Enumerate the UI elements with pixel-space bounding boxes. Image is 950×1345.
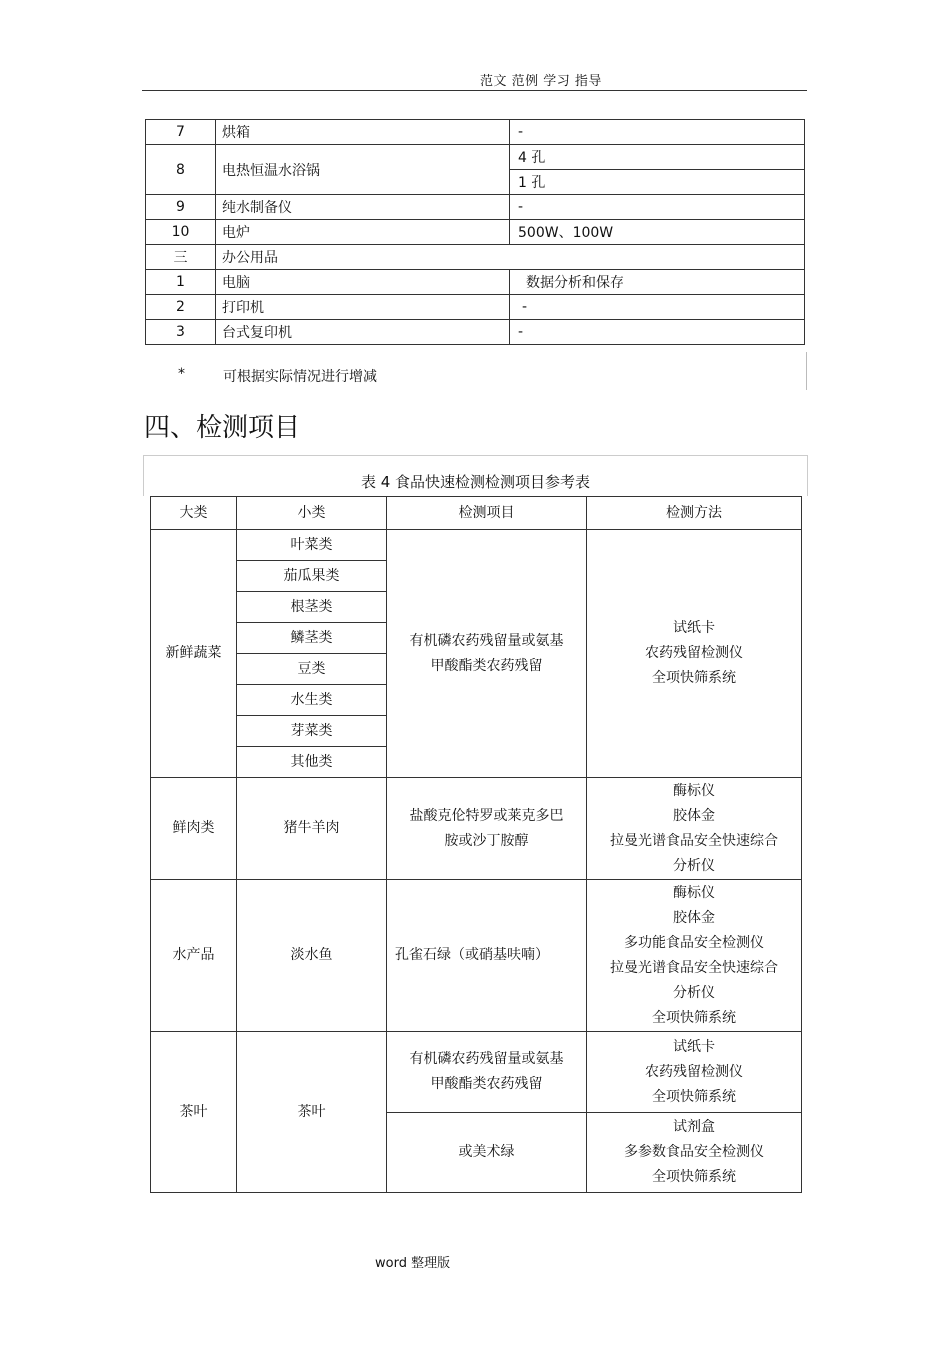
column-header: 检测方法 (587, 497, 802, 530)
equipment-spec: 数据分析和保存 (510, 270, 805, 295)
table-row (151, 530, 802, 561)
table-row (146, 270, 805, 295)
row-number: 10 (146, 220, 216, 245)
table-row (146, 195, 805, 220)
page-footer: word 整理版 (375, 1256, 451, 1271)
detection-table (150, 496, 802, 1193)
equipment-spec: 1 孔 (510, 170, 805, 195)
table-row (151, 880, 802, 1032)
equipment-name: 电脑 (216, 270, 510, 295)
note-divider (806, 352, 807, 390)
category-cell: 茶叶 (151, 1032, 237, 1193)
subcategory-cell: 其他类 (237, 747, 387, 778)
test-method-line: 胶体金 (673, 807, 715, 824)
group-name: 办公用品 (216, 245, 805, 270)
test-method-line: 全项快筛系统 (652, 1169, 736, 1185)
test-method-line: 胶体金 (673, 909, 715, 926)
test-item-cell (387, 778, 587, 880)
test-method-line: 多功能食品安全检测仪 (624, 934, 764, 951)
equipment-name: 打印机 (216, 295, 510, 320)
test-method-line: 全项快筛系统 (652, 1009, 736, 1026)
test-item-cell: 或美术绿 (387, 1113, 587, 1193)
test-method-line: 农药残留检测仪 (645, 1063, 743, 1080)
row-number: 2 (146, 295, 216, 320)
test-method-line: 试纸卡 (673, 620, 715, 636)
subcategory-cell: 淡水鱼 (237, 880, 387, 1032)
test-item-cell: 孔雀石绿（或硝基呋喃） (387, 880, 587, 1032)
equipment-table (145, 119, 805, 345)
subcategory-cell: 豆类 (237, 654, 387, 685)
note-text: 可根据实际情况进行增减 (223, 369, 377, 385)
row-number: 1 (146, 270, 216, 295)
test-method-line: 拉曼光谱食品安全快速综合 (610, 959, 778, 976)
table-row (146, 145, 805, 170)
equipment-spec: - (510, 195, 805, 220)
equipment-spec: - (510, 295, 805, 320)
table-row (146, 295, 805, 320)
test-method-line: 试剂盒 (673, 1119, 715, 1135)
category-cell: 鲜肉类 (151, 778, 237, 880)
equipment-name: 烘箱 (216, 120, 510, 145)
test-method-line: 全项快筛系统 (652, 670, 736, 686)
header-rule (142, 90, 807, 91)
test-item-cell (387, 530, 587, 778)
equipment-name: 纯水制备仪 (216, 195, 510, 220)
test-method-cell (587, 1113, 802, 1193)
test-method-cell (587, 530, 802, 778)
subcategory-cell: 叶菜类 (237, 530, 387, 561)
table-row (151, 1032, 802, 1113)
table-caption-box (143, 455, 808, 496)
test-method-line: 全项快筛系统 (652, 1088, 736, 1105)
test-method-line: 农药残留检测仪 (645, 645, 743, 661)
table-row (146, 120, 805, 145)
row-number: 3 (146, 320, 216, 345)
equipment-spec: - (510, 120, 805, 145)
row-number: 9 (146, 195, 216, 220)
test-method-line: 分析仪 (673, 984, 715, 1001)
test-method-cell (587, 1032, 802, 1113)
test-method-cell (587, 778, 802, 880)
test-item-line: 盐酸克伦特罗或莱克多巴 (409, 807, 564, 824)
subcategory-cell: 鳞茎类 (237, 623, 387, 654)
category-cell: 水产品 (151, 880, 237, 1032)
subcategory-cell: 根茎类 (237, 592, 387, 623)
equipment-spec: 4 孔 (510, 145, 805, 170)
column-header: 大类 (151, 497, 237, 530)
test-item-line: 有机磷农药残留量或氨基 (409, 632, 564, 649)
equipment-spec: 500W、100W (510, 220, 805, 245)
equipment-name: 台式复印机 (216, 320, 510, 345)
table-row (151, 778, 802, 880)
test-item-cell (387, 1032, 587, 1113)
test-method-line: 分析仪 (673, 857, 715, 874)
test-method-cell (587, 880, 802, 1032)
test-method-line: 酶标仪 (673, 782, 715, 799)
page-header: 范文 范例 学习 指导 (480, 74, 602, 89)
category-cell: 新鲜蔬菜 (151, 530, 237, 778)
subcategory-cell: 猪牛羊肉 (237, 778, 387, 880)
row-number: 8 (146, 145, 216, 195)
note-marker: * (178, 366, 185, 382)
row-number: 三 (146, 245, 216, 270)
equipment-name: 电热恒温水浴锅 (216, 145, 510, 195)
test-method-line: 拉曼光谱食品安全快速综合 (610, 832, 778, 849)
test-item-line: 甲酸酯类农药残留 (430, 1076, 543, 1092)
subcategory-cell: 芽菜类 (237, 716, 387, 747)
test-item-line: 甲酸酯类农药残留 (430, 657, 543, 674)
table-caption: 表 4 食品快速检测检测项目参考表 (360, 473, 591, 491)
equipment-spec: - (510, 320, 805, 345)
section-title: 四、检测项目 (144, 413, 301, 443)
table-row (146, 220, 805, 245)
subcategory-cell: 水生类 (237, 685, 387, 716)
row-number: 7 (146, 120, 216, 145)
subcategory-cell: 茄瓜果类 (237, 561, 387, 592)
test-method-line: 试纸卡 (673, 1038, 715, 1055)
test-method-line: 酶标仪 (673, 884, 715, 901)
table-row (146, 245, 805, 270)
test-item-line: 有机磷农药残留量或氨基 (409, 1051, 564, 1067)
test-item-line: 胺或沙丁胺醇 (444, 832, 529, 849)
subcategory-cell: 茶叶 (237, 1032, 387, 1193)
equipment-name: 电炉 (216, 220, 510, 245)
column-header: 检测项目 (387, 497, 587, 530)
column-header: 小类 (237, 497, 387, 530)
test-method-line: 多参数食品安全检测仪 (624, 1144, 764, 1160)
table-row (146, 320, 805, 345)
table-header-row (151, 497, 802, 530)
